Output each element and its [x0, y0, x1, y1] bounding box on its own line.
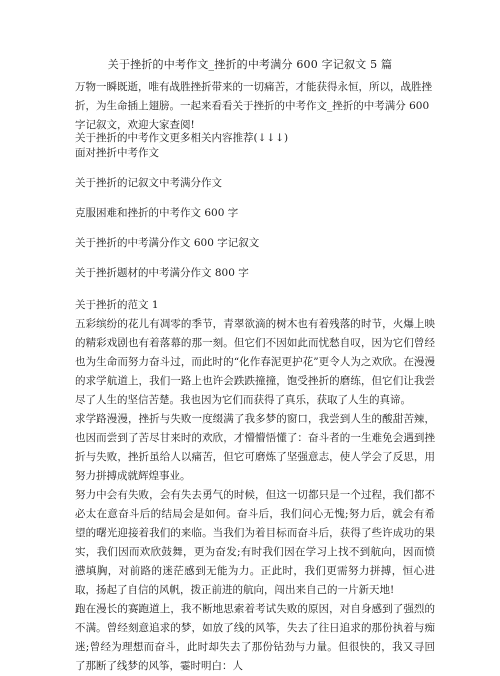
essay-paragraph: 努力中会有失败，会有失去勇气的时候，但这一切都只是一个过程，我们都不必太在意奋斗后的结局会是如何。奋斗后，我们问心无愧;努力后，就会有希望的曙光迎接着我们的来临。当我们为着目标而奋斗后，获得了些许成功的果实，我们因而欢欣鼓舞，更为奋发;有时我们因在学习上找不到航向，因而愤懑填胸，对前路的迷茫感到无能为力。正此时，我们更需努力拼搏，恒心进取，扬起了自信的风帆，拨正前进的航向，闯出来自己的一片新天地!: [75, 489, 435, 596]
intro-text: 万物一瞬既逝，唯有战胜挫折带来的一切痛苦，才能获得永恒，所以，战胜挫折，为生命插上翅膀。一起来看看关于挫折的中考作文_挫折的中考满分 600 字记叙文，欢迎大家查阅!: [75, 81, 432, 131]
intro-paragraph: [75, 78, 435, 135]
essay-paragraph: 跑在漫长的赛跑道上，我不断地思索着考试失败的原因，对自身感到了强烈的不满。曾经刻意追求的梦，如放了线的风筝，失去了往日追求的那份执着与痴迷;曾经为理想而奋斗，此时却失去了那份钻劲与力量。但很快的，我又寻回了那断了线梦的风筝，霎时明白：人: [75, 603, 435, 672]
essay-heading: 关于挫折的范文 1: [75, 299, 159, 311]
related-link[interactable]: 面对挫折中考作文: [75, 147, 159, 159]
essay-section: [75, 296, 435, 676]
essay-paragraph: 求学路漫漫，挫折与失败一度缀满了我多梦的窗口，我尝到人生的酸甜苦辣，也因而尝到了苦尽甘来时的欢欣，才懵懵悟懂了：奋斗者的一生难免会遇到挫折与失败，挫折虽给人以痛苦，但它可磨炼了坚强意志，使人学会了反思，用努力拼搏成就辉煌事业。: [75, 413, 435, 482]
essay-paragraph: 五彩缤纷的花儿有凋零的季节，青翠欲滴的树木也有着残落的时节，火爆上映的精彩戏剧也有着落幕的那一刻。但它们不因如此而忧愁自叹，因为它们曾经也为生命而努力奋斗过，而此时的“化作春泥更护花”更令人为之欢欣。在漫漫的求学航道上，我们一路上也许会跌跌撞撞，饱受挫折的磨练，但它们让我尝尽了人生的坚信苦楚。我也因为它们而获得了真乐，获取了人生的真谛。: [75, 318, 435, 406]
related-link[interactable]: 关于挫折的中考满分作文 600 字记叙文: [75, 237, 260, 249]
related-link[interactable]: 关于挫折题材的中考满分作文 800 字: [75, 267, 249, 279]
document-title: 关于挫折的中考作文_挫折的中考满分 600 字记叙文 5 篇: [107, 58, 393, 71]
related-link[interactable]: 关于挫折的记叙文中考满分作文: [75, 177, 222, 189]
recommend-heading: 关于挫折的中考作文更多相关内容推荐(↓↓↓): [75, 132, 289, 144]
related-link[interactable]: 克服困难和挫折的中考作文 600 字: [75, 207, 239, 219]
